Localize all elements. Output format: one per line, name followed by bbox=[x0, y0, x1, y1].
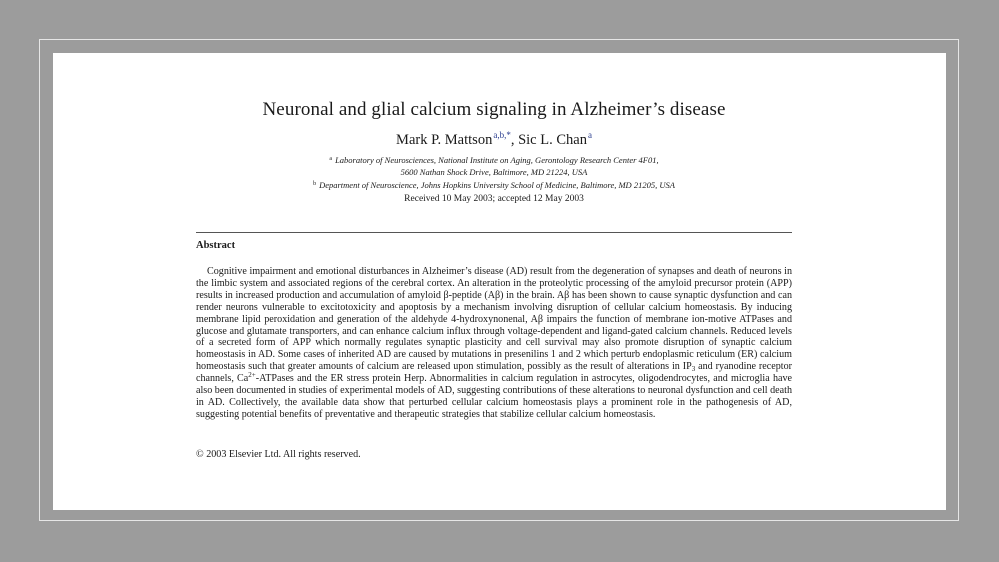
affiliation-b bbox=[196, 178, 792, 191]
affiliation-a bbox=[196, 153, 792, 178]
abstract-text: and ryanodine receptor channels, Ca bbox=[196, 361, 792, 385]
abstract-text: Cognitive impairment and emotional disturbances in Alzheimer’s disease (AD) result from the degeneration of synapses and death of neurons in the limbic system and associated regions of the cerebral cortex. An alteration in the proteolytic processing of the amyloid precursor protein (APP) results in increased production and accumulation of amyloid β-peptide (Aβ) in the brain. Aβ has been shown to cause synaptic dysfunction and can render neurons vulnerable to excitotoxicity and apoptosis by a mechanism involving disruption of cellular calcium homeostasis. By inducing membrane lipid peroxidation and generation of the aldehyde 4-hydroxynonenal, Aβ impairs the function of membrane ion-motive ATPases and glucose and glutamate transporters, and can enhance calcium influx through voltage-dependent and ligand-gated calcium channels. Reduced levels of a secreted form of APP which normally regulates synaptic plasticity and cell survival may also promote disruption of synaptic calcium homeostasis in AD. Some cases of inherited AD are caused by mutations in presenilins 1 and 2 which perturb endoplasmic reticulum (ER) calcium homeostasis such that greater amounts of calcium are released upon stimulation, possibly as the result of alterations in IP bbox=[196, 266, 792, 373]
affiliation-text: 5600 Nathan Shock Drive, Baltimore, MD 21224, USA bbox=[400, 167, 588, 177]
section-divider bbox=[196, 232, 792, 233]
affiliation-mark: a bbox=[329, 156, 333, 162]
affiliation-text: Department of Neuroscience, Johns Hopkins University School of Medicine, Baltimore, MD 21205, USA bbox=[319, 180, 675, 190]
affiliation-mark: b bbox=[313, 181, 317, 187]
paper-title: Neuronal and glial calcium signaling in Alzheimer’s disease bbox=[262, 99, 726, 120]
abstract-subscript: 3 bbox=[691, 365, 696, 374]
author-affiliation-marks[interactable]: a bbox=[587, 130, 592, 140]
author-name: Mark P. Mattson bbox=[396, 132, 493, 148]
abstract-text: -ATPases and the ER stress protein Herp. Abnormalities in calcium regulation in astrocytes, oligodendrocytes, and microglia have also been documented in studies of experimental models of AD, suggesting contributions of these alterations to neuronal dysfunction and cell death in AD. Collectively, the available data show that perturbed cellular calcium homeostasis plays a prominent role in the pathogenesis of AD, suggesting potential benefits of preventative and therapeutic strategies that stabilize cellular calcium homeostasis. bbox=[196, 373, 792, 420]
author-line bbox=[196, 130, 792, 149]
abstract-body bbox=[196, 266, 792, 421]
author-name: Sic L. Chan bbox=[518, 132, 587, 148]
abstract-heading: Abstract bbox=[196, 240, 236, 251]
author-affiliation-marks[interactable]: a,b,* bbox=[493, 130, 511, 140]
paper-page bbox=[53, 53, 946, 510]
received-dates: Received 10 May 2003; accepted 12 May 2003 bbox=[404, 194, 584, 204]
copyright-notice: © 2003 Elsevier Ltd. All rights reserved. bbox=[196, 449, 361, 460]
author-separator: , bbox=[510, 132, 519, 148]
affiliation-text: Laboratory of Neurosciences, National Institute on Aging, Gerontology Research Center 4F01, bbox=[335, 155, 659, 165]
abstract-superscript: 2+ bbox=[248, 371, 256, 380]
